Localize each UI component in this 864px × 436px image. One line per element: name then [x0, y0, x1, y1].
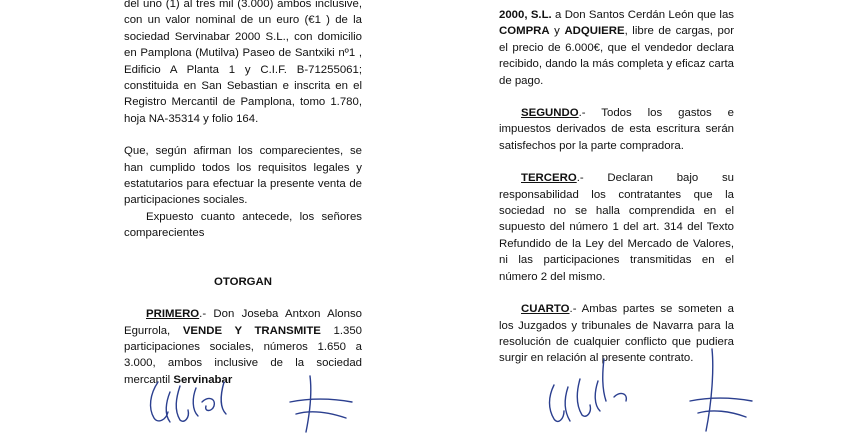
- clause-segundo: [499, 105, 734, 154]
- clause-primero-text-b: 1.350 participaciones sociales, números 1.650 a 3.000, ambos inclusive de la sociedad mercantil: [124, 324, 363, 386]
- clause-primero-bold2: Servinabar: [173, 373, 233, 386]
- clause-segundo-label: SEGUNDO: [521, 107, 579, 120]
- paragraph-requirements: Que, según afirman los comparecientes, se han cumplido todos los requisitos legales y estatutarios para efectuar la presente venta de participaciones sociales.: [124, 145, 362, 207]
- signature-right: [540, 345, 770, 435]
- paragraph-compra: [499, 7, 734, 89]
- paragraph-share-details: del uno (1) al tres mil (3.000) ambos inclusive, con un valor nominal de un euro (€1 ) de la sociedad Servinabar 2000 S.L., con domicilio en Pamplona (Mutilva) Paseo de Santxiki nº1 , Edificio A Planta 1 y C.I.F. B-71255061; constituida en San Sebastian e inscrita en el Registro Mercantil de Pamplona, tomo 1.780, hoja NA-35314 y folio 164.: [124, 0, 362, 125]
- compra-bold-compra: COMPRA: [499, 25, 550, 38]
- clause-primero-text-a: .- Don Joseba Antxon Alonso Egurrola,: [124, 308, 362, 337]
- clause-tercero: [499, 170, 734, 285]
- clause-cuarto-text: .- Ambas partes se someten a los Juzgados y tribunales de Navarra para la resolución de cualquier conflicto que pudiera surgir en relación al presente contrato.: [499, 303, 734, 365]
- clause-primero-label: PRIMERO: [146, 308, 200, 321]
- compra-bold-adquiere: ADQUIERE: [564, 25, 625, 38]
- clause-tercero-label: TERCERO: [521, 172, 577, 185]
- compra-text-c: , libre de cargas, por el precio de 6.000€, que el vendedor declara recibido, dando la más completa y eficaz carta de pago.: [499, 25, 734, 87]
- signature-left: [140, 362, 380, 436]
- clause-segundo-text: .- Todos los gastos e impuestos derivados de esta escritura serán satisfechos por la parte compradora.: [499, 107, 734, 152]
- clause-primero-bold: VENDE Y TRANSMITE: [182, 324, 321, 337]
- compra-text-a: a Don Santos Cerdán León que las: [551, 9, 734, 21]
- clause-tercero-text: .- Declaran bajo su responsabilidad los contratantes que la sociedad no se halla comprendida en el supuesto del número 1 del art. 314 del Texto Refundido de la Ley del Mercado de Valores, ni las participaciones transmitidas en el número 2 del mismo.: [499, 172, 734, 283]
- compra-bold-company: 2000, S.L.: [499, 9, 552, 21]
- right-column: [499, 7, 734, 367]
- left-column: [124, 0, 362, 388]
- heading-otorgan: OTORGAN: [213, 275, 272, 288]
- paragraph-expuesto: Expuesto cuanto antecede, los señores comparecientes: [124, 210, 362, 240]
- compra-text-b: y: [549, 25, 565, 38]
- clause-cuarto-label: CUARTO: [521, 303, 570, 316]
